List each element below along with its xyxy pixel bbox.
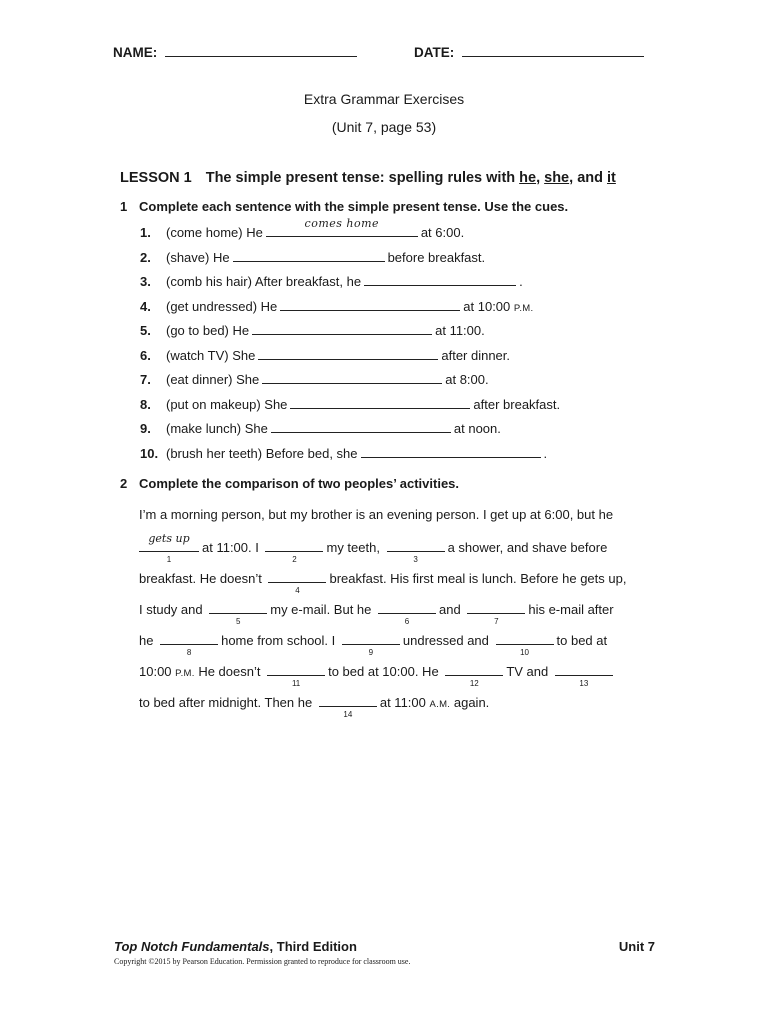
blank-6[interactable]: [378, 600, 436, 626]
paragraph-line-7: [139, 693, 490, 719]
item-cue: (shave) He: [166, 250, 230, 265]
exercise-2-instruction: Complete the comparison of two peoples’ activities.: [139, 476, 460, 491]
item-ending: .: [543, 446, 548, 461]
paragraph-line-6: [139, 662, 616, 688]
item-ending: .: [519, 274, 523, 289]
paragraph-text: again.: [453, 695, 490, 710]
answer-blank[interactable]: [233, 248, 385, 262]
date-label: DATE:: [414, 45, 455, 60]
paragraph-text: home from school. I: [221, 633, 336, 648]
answer-blank[interactable]: [258, 346, 438, 360]
paragraph-text: to bed after midnight. Then he: [139, 695, 313, 710]
item-cue: (comb his hair) After breakfast, he: [166, 274, 362, 289]
paragraph-text: to bed at: [556, 633, 608, 648]
answer-blank[interactable]: [252, 321, 432, 335]
paragraph-text: he: [139, 633, 154, 648]
blank-11[interactable]: [267, 662, 325, 688]
blank-8[interactable]: [160, 631, 218, 657]
paragraph-text: and: [439, 602, 461, 617]
blank-11-number: 11: [291, 679, 301, 688]
item-number: 6.: [140, 348, 151, 363]
item-number: 4.: [140, 299, 151, 314]
blank-1-number: 1: [166, 555, 172, 564]
lesson-it: it: [607, 170, 616, 186]
paragraph-text: a shower, and shave before: [447, 540, 608, 555]
lesson-topic: The simple present tense: spelling rules with: [205, 170, 520, 186]
paragraph-text: his e-mail after: [528, 602, 614, 617]
blank-9-number: 9: [368, 648, 374, 657]
lesson-he: he: [519, 170, 537, 186]
am-label: A.M.: [429, 699, 451, 710]
item-ending: before breakfast.: [387, 250, 486, 265]
exercise-1-item: [140, 248, 485, 266]
exercise-1-item: [140, 346, 510, 364]
paragraph-line-3: [139, 569, 627, 595]
answer-blank[interactable]: [271, 419, 451, 433]
paragraph-text: my teeth,: [326, 540, 380, 555]
item-cue: (brush her teeth) Before bed, she: [166, 446, 358, 461]
pm-label: P.M.: [175, 668, 195, 679]
paragraph-text: He doesn’t: [198, 664, 261, 679]
lesson-sep: ,: [536, 170, 545, 186]
time-suffix: P.M.: [513, 303, 534, 314]
date-blank[interactable]: [462, 44, 644, 57]
exercise-1-item: [140, 321, 485, 339]
exercise-1-item: [140, 419, 501, 437]
book-edition: , Third Edition: [269, 939, 357, 954]
footer-unit: Unit 7: [618, 939, 655, 954]
exercise-1-item: [140, 272, 523, 290]
paragraph-line-1: [139, 507, 613, 529]
item-number: 8.: [140, 397, 151, 412]
name-label: NAME:: [113, 45, 158, 60]
page-subtitle: (Unit 7, page 53): [331, 119, 437, 135]
answer-blank[interactable]: [262, 370, 442, 384]
item-ending: at 8:00.: [445, 372, 489, 387]
paragraph-text: I study and: [139, 602, 203, 617]
exercise-1-item: [140, 395, 560, 413]
exercise-2-number: 2: [120, 476, 128, 491]
answer-blank[interactable]: [364, 272, 516, 286]
paragraph-text: at 11:00. I: [202, 540, 259, 555]
blank-7[interactable]: [467, 600, 525, 626]
blank-2[interactable]: [265, 538, 323, 564]
blank-5-number: 5: [236, 617, 241, 626]
copyright-notice: Copyright ©2015 by Pearson Education. Permission granted to reproduce for classroom use.: [114, 957, 411, 966]
paragraph-text: at 11:00: [379, 695, 426, 710]
exercise-2-heading: [120, 476, 459, 491]
blank-3-number: 3: [413, 555, 418, 564]
blank-1-answer: gets up: [148, 532, 190, 545]
paragraph-text: to bed at 10:00. He: [328, 664, 439, 679]
item-ending: at 10:00: [463, 299, 511, 314]
item-number: 2.: [140, 250, 151, 265]
item-ending: after dinner.: [441, 348, 511, 363]
name-blank[interactable]: [165, 44, 357, 57]
blank-13-number: 13: [579, 679, 589, 688]
item-cue: (put on makeup) She: [166, 397, 288, 412]
blank-1[interactable]: [139, 532, 199, 564]
paragraph-text: I’m a morning person, but my brother is an evening person. I get up at 6:00, but he: [139, 507, 614, 522]
item-cue: (get undressed) He: [166, 299, 278, 314]
paragraph-line-2: [139, 532, 608, 564]
lesson-label: LESSON 1: [120, 170, 192, 186]
paragraph-text: 10:00: [139, 664, 172, 679]
answer-blank[interactable]: [280, 297, 460, 311]
paragraph-text: breakfast. His first meal is lunch. Before he gets up,: [329, 571, 627, 586]
item-number: 7.: [140, 372, 151, 387]
paragraph-text: undressed and: [402, 633, 489, 648]
blank-14[interactable]: [319, 693, 377, 719]
exercise-1-number: 1: [120, 199, 128, 214]
date-field: [414, 44, 644, 60]
exercise-1-item: [140, 370, 489, 388]
answer-blank[interactable]: [266, 217, 418, 237]
blank-3[interactable]: [387, 538, 445, 564]
exercise-1-heading: [120, 199, 568, 214]
paragraph-line-4: [139, 600, 614, 626]
item-ending: at 11:00.: [435, 323, 485, 338]
item-cue: (come home) He: [166, 225, 263, 240]
blank-12[interactable]: [445, 662, 503, 688]
item-cue: (watch TV) She: [166, 348, 256, 363]
lesson-and: , and: [569, 170, 608, 186]
blank-10-number: 10: [520, 648, 529, 657]
paragraph-text: breakfast. He doesn’t: [139, 571, 262, 586]
blank-2-number: 2: [292, 555, 297, 564]
paragraph-text: my e-mail. But he: [270, 602, 372, 617]
item-ending: at 6:00.: [420, 225, 465, 240]
page-title: Extra Grammar Exercises: [303, 91, 465, 107]
blank-6-number: 6: [404, 617, 410, 626]
blank-4-number: 4: [295, 586, 300, 595]
lesson-she: she: [544, 170, 570, 186]
footer-book-title: [114, 939, 357, 954]
name-field: [113, 44, 357, 60]
item-number: 5.: [140, 323, 151, 338]
exercise-1-instruction: Complete each sentence with the simple present tense. Use the cues.: [139, 199, 569, 214]
answer-blank[interactable]: [290, 395, 470, 409]
exercise-1-item: [140, 297, 533, 315]
blank-12-number: 12: [469, 679, 479, 688]
book-title: Top Notch Fundamentals: [114, 939, 270, 954]
blank-10[interactable]: [496, 631, 554, 657]
lesson-heading: [120, 170, 616, 186]
paragraph-line-5: [139, 631, 608, 657]
blank-5[interactable]: [209, 600, 267, 626]
exercise-1-item: [140, 444, 547, 462]
answer-blank[interactable]: [361, 444, 541, 458]
handwritten-answer: comes home: [304, 217, 380, 230]
item-cue: (go to bed) He: [166, 323, 250, 338]
item-cue: (eat dinner) She: [166, 372, 260, 387]
item-number: 9.: [140, 421, 151, 436]
item-cue: (make lunch) She: [166, 421, 268, 436]
blank-14-number: 14: [343, 710, 353, 719]
item-number: 10.: [140, 446, 159, 461]
blank-7-number: 7: [494, 617, 499, 626]
item-number: 1.: [140, 225, 151, 240]
blank-13[interactable]: [555, 662, 613, 688]
item-number: 3.: [140, 274, 151, 289]
blank-9[interactable]: [342, 631, 400, 657]
exercise-1-item: [140, 217, 465, 241]
blank-8-number: 8: [186, 648, 192, 657]
blank-4[interactable]: [268, 569, 326, 595]
item-ending: after breakfast.: [473, 397, 561, 412]
paragraph-text: TV and: [506, 664, 549, 679]
item-ending: at noon.: [453, 421, 501, 436]
